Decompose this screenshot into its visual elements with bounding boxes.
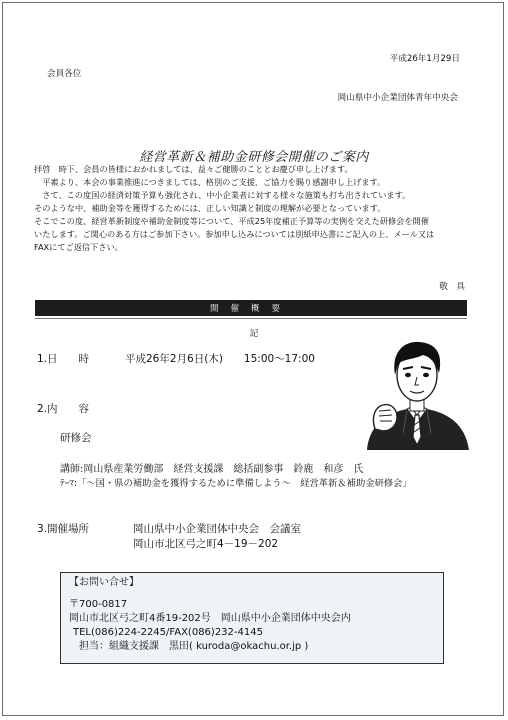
venue-address: 岡山市北区弓之町4－19－202: [133, 538, 279, 550]
body-line: 拝啓 時下、会員の皆様におかれましては、益々ご健勝のこととお慶び申し上げます。: [34, 164, 353, 174]
letter-body: [34, 163, 434, 254]
overview-banner: 開催概要: [35, 300, 467, 316]
closing: 敬 具: [439, 282, 465, 292]
section-content-item: 研修会: [60, 432, 92, 444]
theme-line: ﾃｰﾏ:「～国・県の補助金を獲得するために準備しよう～ 経営革新＆補助金研修会」: [60, 478, 412, 489]
inquiry-tel: TEL(086)224-2245/FAX(086)232-4145: [73, 627, 263, 638]
ki-mark: 記: [249, 329, 259, 339]
inquiry-box: [60, 572, 444, 664]
body-line: いたします。ご関心のある方はご参加下さい。参加申し込みについては別紙申込書にご記入の上、メール又は: [34, 229, 435, 239]
inquiry-address: 岡山市北区弓之町4番19-202号 岡山県中小企業団体中央会内: [69, 613, 351, 624]
inquiry-contact: 担当：組織支援課 黒田( kuroda@okachu.or.jp ): [79, 641, 309, 652]
issue-date: 平成26年1月29日: [389, 54, 460, 64]
section-datetime-label: 1.日 時: [37, 353, 90, 365]
venue-name: 岡山県中小企業団体中央会 会議室: [133, 523, 301, 535]
lecturer-line: 講師:岡山県産業労働部 経営支援課 総括副参事 鈴鹿 和彦 氏: [60, 464, 364, 475]
inquiry-zip: 〒700-0817: [69, 599, 128, 610]
page-title: 経営革新＆補助金研修会開催のご案内: [139, 150, 369, 165]
body-line: そのような中、補助金等を獲得するためには、正しい知識と制度の理解が必要となっています。: [34, 203, 386, 213]
banner-rule: [35, 318, 467, 319]
body-line: さて、この度国の経済対策予算も強化され、中小企業者に対する様々な施策も打ち出されています。: [34, 190, 411, 200]
recipient: 会員各位: [47, 69, 82, 79]
sender: 岡山県中小企業団体青年中央会: [337, 93, 458, 103]
businessman-fist-pump-icon: [357, 337, 477, 450]
body-line: そこでこの度、経営革新制度や補助金制度等について、平成25年度補正予算等の実例を交えた研修会を開催: [34, 216, 429, 226]
section-content-label: 2.内 容: [37, 403, 90, 415]
section-venue-label: 3.開催場所: [37, 523, 90, 535]
inquiry-heading: 【お問い合せ】: [69, 577, 139, 588]
section-datetime-value: 平成26年2月6日(木) 15:00～17:00: [125, 353, 315, 365]
body-line: FAXにてご返信下さい。: [34, 242, 123, 252]
body-line: 平素より、本会の事業推進につきましては、格別のご支援、ご協力を賜り感謝申し上げます。: [34, 177, 386, 187]
